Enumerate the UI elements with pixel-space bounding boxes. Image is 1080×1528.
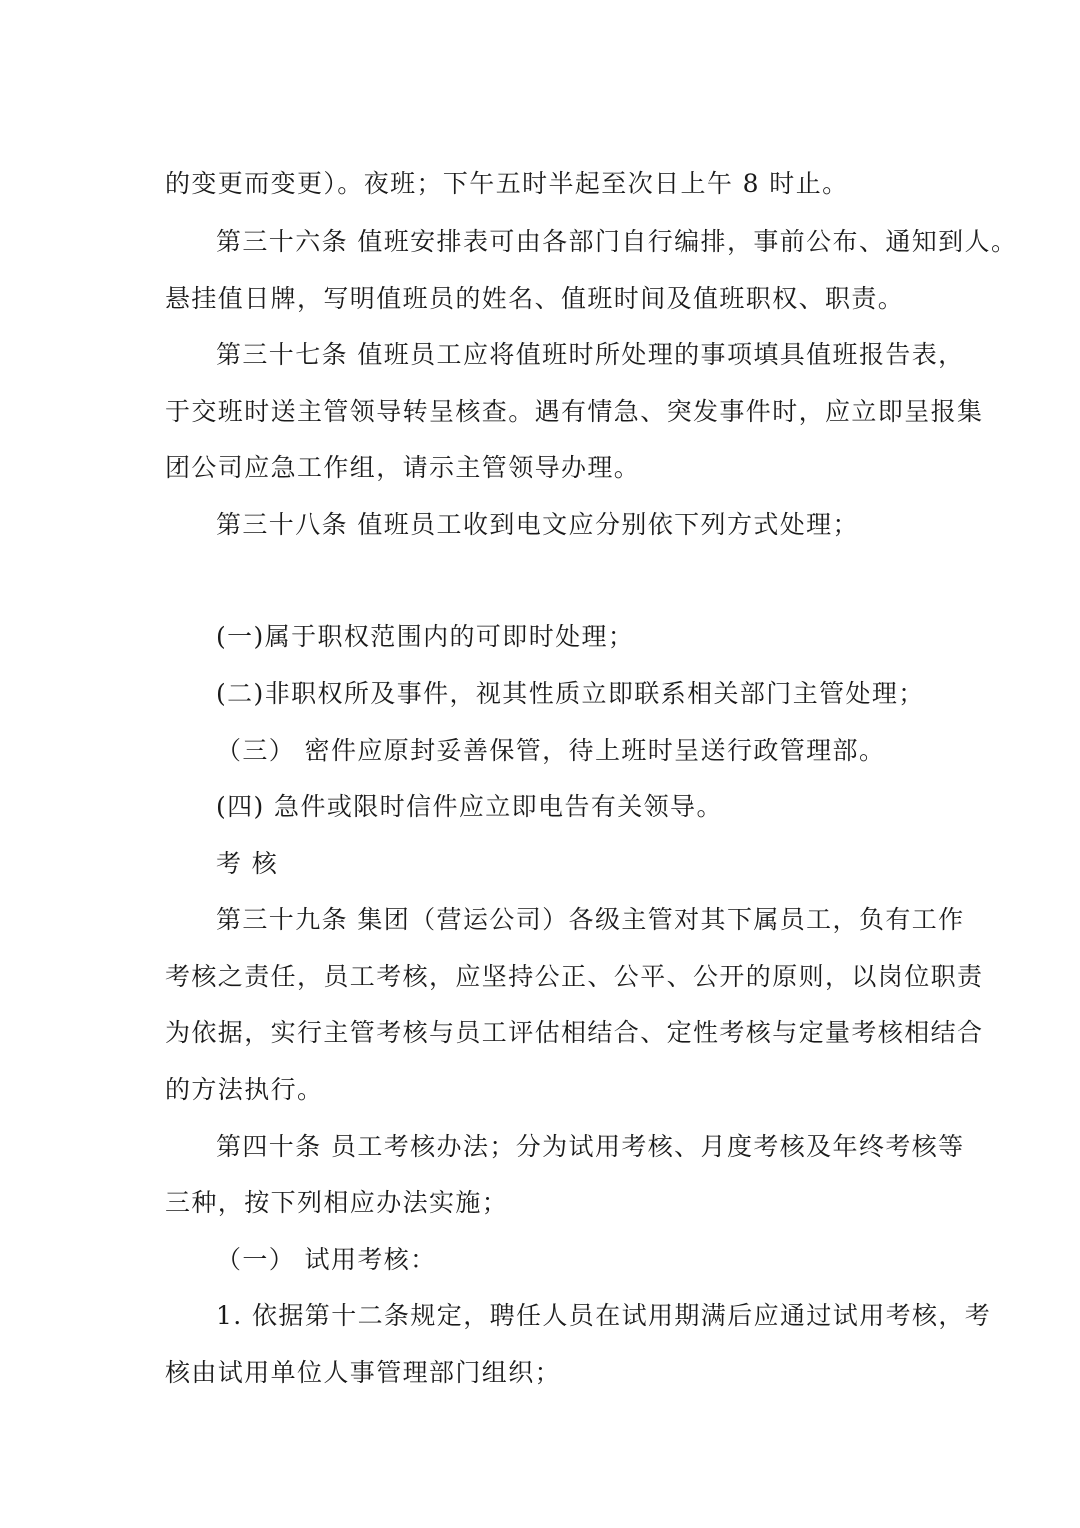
paragraph-line: 悬挂值日牌，写明值班员的姓名、值班时间及值班职权、职责。 [165, 284, 905, 313]
list-item-4: (四) 急件或限时信件应立即电告有关领导。 [216, 792, 723, 821]
section-heading: 考 核 [216, 849, 279, 878]
sub-item-1: （一） 试用考核： [216, 1245, 437, 1274]
paragraph-line: 三种，按下列相应办法实施； [165, 1188, 509, 1217]
article-38-line: 第三十八条 值班员工收到电文应分别依下列方式处理； [216, 510, 859, 539]
numbered-clause-1: 1. 依据第十二条规定，聘任人员在试用期满后应通过试用考核，考 [216, 1301, 992, 1330]
paragraph-line: 于交班时送主管领导转呈核查。遇有情急、突发事件时，应立即呈报集 [165, 397, 984, 426]
paragraph-line: 团公司应急工作组，请示主管领导办理。 [165, 453, 641, 482]
paragraph-line: 为依据，实行主管考核与员工评估相结合、定性考核与定量考核相结合 [165, 1018, 984, 1047]
article-39-line: 第三十九条 集团（营运公司）各级主管对其下属员工，负有工作 [216, 905, 965, 934]
paragraph-line: 的变更而变更）。夜班；下午五时半起至次日上午 8 时止。 [165, 169, 849, 198]
article-40-line: 第四十条 员工考核办法；分为试用考核、月度考核及年终考核等 [216, 1132, 965, 1161]
list-item-1: (一)属于职权范围内的可即时处理； [216, 622, 635, 651]
list-item-2: (二)非职权所及事件，视其性质立即联系相关部门主管处理； [216, 679, 925, 708]
list-item-3: （三） 密件应原封妥善保管，待上班时呈送行政管理部。 [216, 736, 886, 765]
paragraph-line: 考核之责任，员工考核，应坚持公正、公平、公开的原则，以岗位职责 [165, 962, 984, 991]
article-37-line: 第三十七条 值班员工应将值班时所处理的事项填具值班报告表， [216, 340, 965, 369]
article-36-line: 第三十六条 值班安排表可由各部门自行编排，事前公布、通知到人。 [216, 227, 1018, 256]
paragraph-line: 的方法执行。 [165, 1075, 324, 1104]
paragraph-line: 核由试用单位人事管理部门组织； [165, 1358, 562, 1387]
